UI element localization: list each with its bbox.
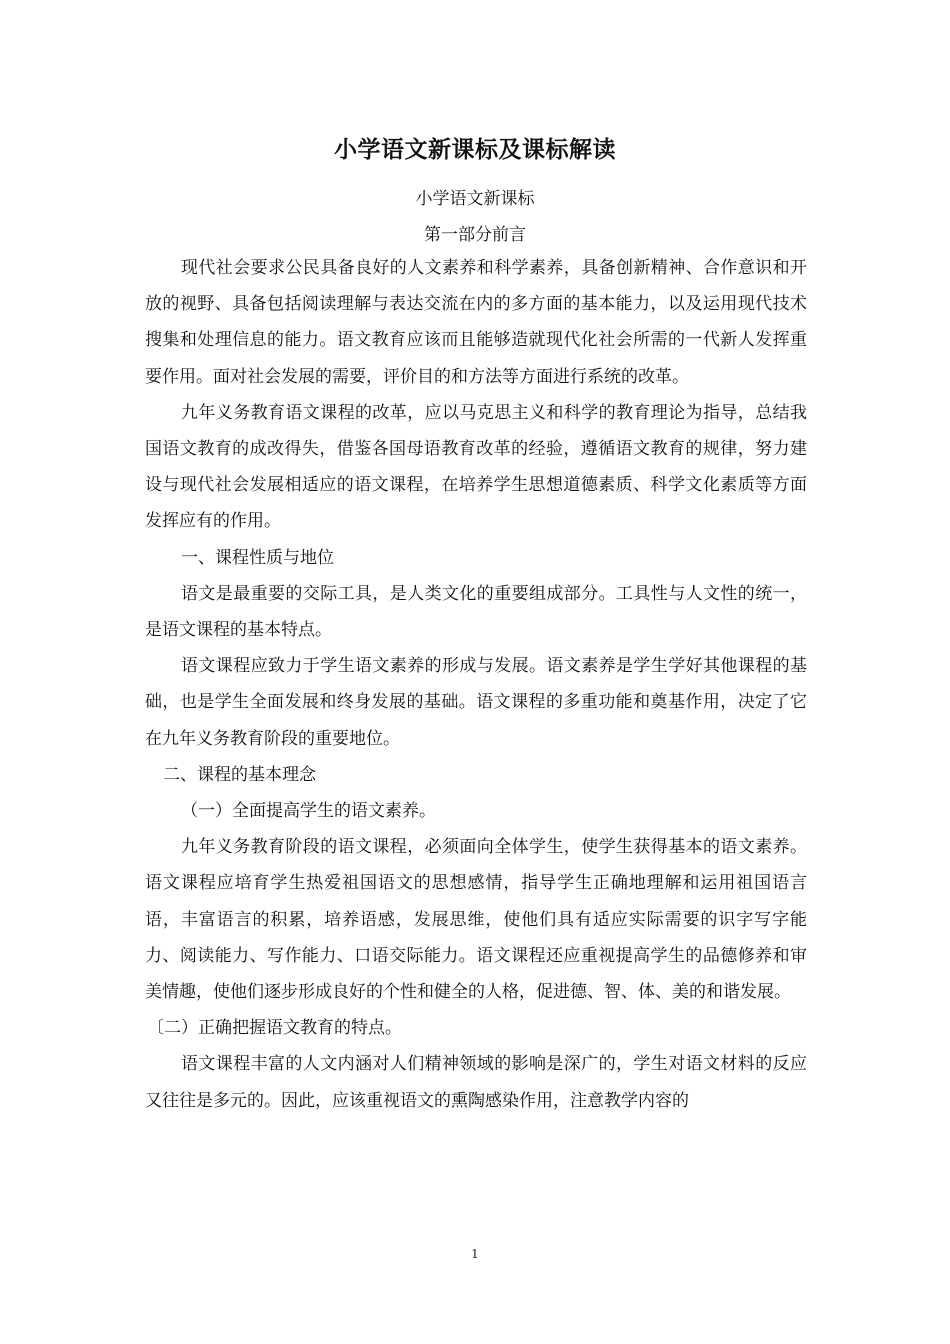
- paragraph: 九年义务教育语文课程的改革，应以马克思主义和科学的教育理论为指导，总结我国语文教育的成改得失，借鉴各国母语教育改革的经验，遵循语文教育的规律，努力建设与现代社会发展相适应的语文课程，在培养学生思想道德素质、科学文化素质等方面发挥应有的作用。: [145, 402, 807, 532]
- page-number: 1: [471, 1247, 479, 1261]
- paragraph: 语文课程应致力于学生语文素养的形成与发展。语文素养是学生学好其他课程的基础，也是学生全面发展和终身发展的基础。语文课程的多重功能和奠基作用，决定了它在九年义务教育阶段的重要地位。: [145, 656, 807, 749]
- paragraph: 语文课程丰富的人文内涵对人们精神领域的影响是深广的，学生对语文材料的反应又往往是多元的。因此，应该重视语文的熏陶感染作用，注意教学内容的: [145, 1054, 807, 1111]
- paragraph: 语文是最重要的交际工具，是人类文化的重要组成部分。工具性与人文性的统一，是语文课程的基本特点。: [145, 583, 807, 641]
- part-heading: 第一部分前言: [424, 225, 526, 245]
- paragraph: 九年义务教育阶段的语文课程，必须面向全体学生，使学生获得基本的语文素养。语文课程应培育学生热爱祖国语文的思想感情，指导学生正确地理解和运用祖国语言语，丰富语言的积累，培养语感，发展思维，使他们具有适应实际需要的识字写字能力、阅读能力、写作能力、口语交际能力。语文课程还应重视提高学生的品德修养和审美情趣，使他们逐步形成良好的个性和健全的人格，促进德、智、体、美的和谐发展。: [145, 837, 807, 1003]
- paragraph: 现代社会要求公民具备良好的人文素养和科学素养，具备创新精神、合作意识和开放的视野、具备包括阅读理解与表达交流在内的多方面的基本能力，以及运用现代技术搜集和处理信息的能力。语文教育应该而且能够造就现代化社会所需的一代新人发挥重要作用。面对社会发展的需要，评价目的和方法等方面进行系统的改革。: [145, 258, 807, 387]
- section-heading: 一、课程性质与地位: [181, 547, 334, 568]
- subsection-heading: 〔二）正确把握语文教育的特点。: [147, 1018, 402, 1039]
- document-subtitle: 小学语文新课标: [415, 189, 535, 209]
- subsection-heading: （一）全面提高学生的语文素养。: [181, 801, 436, 822]
- section-heading: 二、课程的基本理念: [163, 764, 316, 785]
- document-body: [145, 250, 807, 1119]
- document-title: 小学语文新课标及课标解读: [334, 136, 616, 163]
